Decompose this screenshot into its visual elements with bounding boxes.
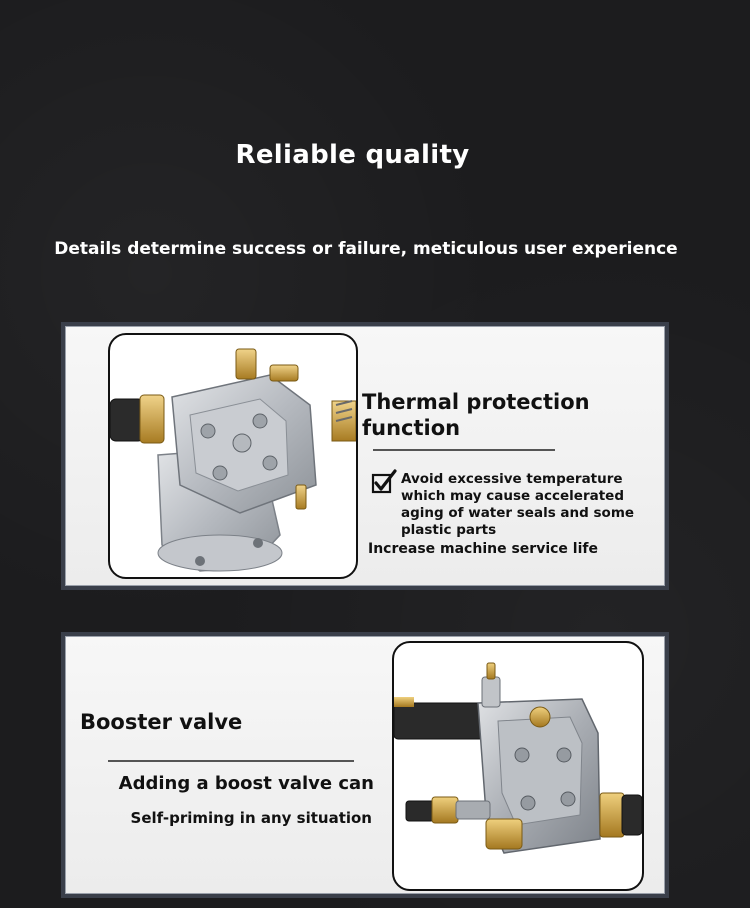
divider: [373, 449, 555, 451]
page-title: Reliable quality: [235, 140, 470, 170]
feature-card-thermal-inner: [65, 326, 665, 586]
pump-illustration: [394, 643, 642, 889]
feature-title-thermal: Thermal protection function: [362, 390, 590, 440]
feature-card-booster: [61, 632, 669, 898]
checkbox-check-icon: [371, 469, 397, 495]
divider: [108, 760, 354, 762]
feature-note-booster: Self-priming in any situation: [130, 809, 372, 827]
feature-card-booster-inner: [65, 636, 665, 894]
feature-description-thermal: Avoid excessive temperature which may cause accelerated aging of water seals and some plastic parts: [401, 471, 635, 538]
feature-card-thermal: [61, 322, 669, 590]
pump-photo-thermal: [108, 333, 358, 579]
feature-lead-booster: Adding a boost valve can: [118, 773, 374, 794]
pump-photo-booster: [392, 641, 644, 891]
page-subtitle: Details determine success or failure, meticulous user experience: [54, 239, 678, 259]
feature-note-thermal: Increase machine service life: [368, 541, 598, 557]
feature-title-booster: Booster valve: [80, 710, 243, 734]
pump-illustration: [110, 335, 356, 577]
